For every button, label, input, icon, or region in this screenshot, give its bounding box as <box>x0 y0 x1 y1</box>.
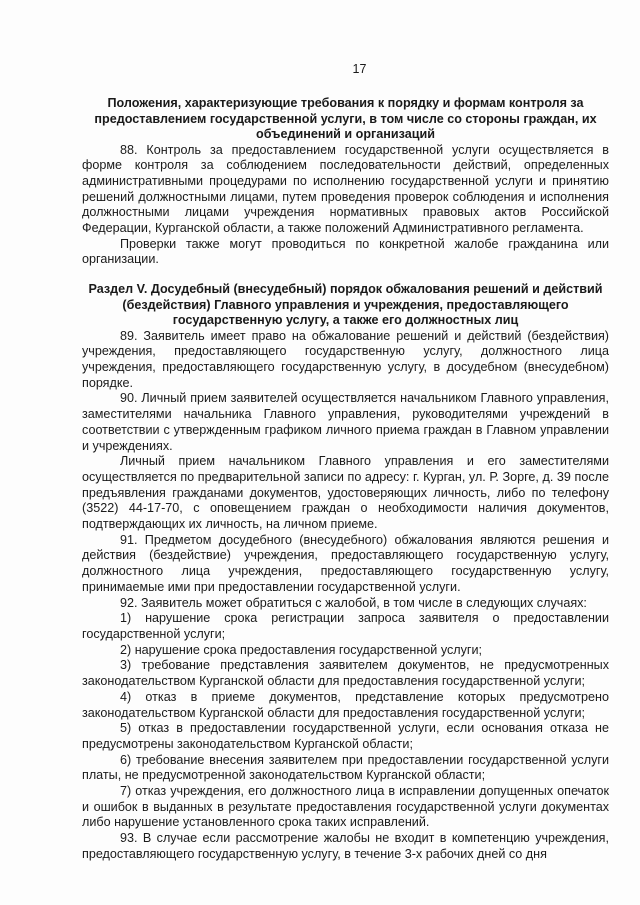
paragraph-90-cont: Личный прием начальником Главного управления и его заместителями осуществляется по предварительной записи по адресу: г. Курган, ул. Р. Зорге, д. 39 после предъявления гражданами документов, удостоверяющих личность, либо по телефону (3522) 44-17-70, с оповещением граждан о необходимости наличия документов, подтверждающих их личность, на личном приеме. <box>82 454 609 532</box>
paragraph-92: 92. Заявитель может обратиться с жалобой, в том числе в следующих случаях: <box>120 595 587 610</box>
paragraph-90: 90. Личный прием заявителей осуществляется начальником Главного управления, заместителями начальника Главного управления, руководителями учреждений в соответствии с утвержденным графиком личного приема граждан в Главном управлении и учреждениях. <box>82 391 609 453</box>
list-item-4: 4) отказ в приеме документов, представление которых предусмотрено законодательством Курганской области для предоставления государственной услуги; <box>82 689 609 720</box>
list-item-2: 2) нарушение срока предоставления государственной услуги; <box>120 642 483 657</box>
list-item-3: 3) требование представления заявителем документов, не предусмотренных законодательством Курганской области для предоставления государственной услуги; <box>82 658 609 689</box>
section-iv-heading: Положения, характеризующие требования к порядку и формам контроля за предоставлением государственной услуги, в том числе со стороны граждан, их объединений и организаций <box>94 96 597 141</box>
section-v-heading: Раздел V. Досудебный (внесудебный) порядок обжалования решений и действий (бездействия) Главного управления и учреждения, предоставляющего государственную услугу, а также его должностных лиц <box>88 282 603 328</box>
paragraph-91: 91. Предметом досудебного (внесудебного) обжалования являются решения и действия (бездействие) учреждения, предоставляющего государственную услугу, должностного лица учреждения, предоставляющего государственную услугу, принимаемые ими при предоставлении государственной услуги. <box>82 532 609 594</box>
page-number: 17 <box>352 62 367 76</box>
paragraph-88: 88. Контроль за предоставлением государственной услуги осуществляется в форме контроля за соблюдением последовательности действий, определенных административными процедурами по исполнению государственной услуги и принятию решений должностными лицами, путем проведения проверок соблюдения и исполнения должностными лицами учреждения нормативных правовых актов Российской Федерации, Курганской области, а также положений Административного регламента. <box>82 142 609 236</box>
list-item-5: 5) отказ в предоставлении государственной услуги, если основания отказа не предусмотрены законодательством Курганской области; <box>82 721 609 751</box>
list-item-6: 6) требование внесения заявителем при предоставлении государственной услуги платы, не предусмотренной законодательством Курганской области; <box>82 752 609 783</box>
paragraph-89: 89. Заявитель имеет право на обжалование решений и действий (бездействия) учреждения, предоставляющего государственную услугу, должностного лица учреждения, предоставляющего государственную услугу, в досудебном (внесудебном) порядке. <box>82 328 609 390</box>
paragraph-88-cont: Проверки также могут проводиться по конкретной жалобе гражданина или организации. <box>82 236 609 267</box>
paragraph-93: 93. В случае если рассмотрение жалобы не входит в компетенцию учреждения, предоставляющего государственную услугу, в течение 3-х рабочих дней со дня <box>82 831 609 861</box>
list-item-7: 7) отказ учреждения, его должностного лица в исправлении допущенных опечаток и ошибок в выданных в результате предоставления государственной услуги документах либо нарушение установленного срока таких исправлений. <box>82 784 609 830</box>
list-item-1: 1) нарушение срока регистрации запроса заявителя о предоставлении государственной услуги; <box>82 611 609 641</box>
